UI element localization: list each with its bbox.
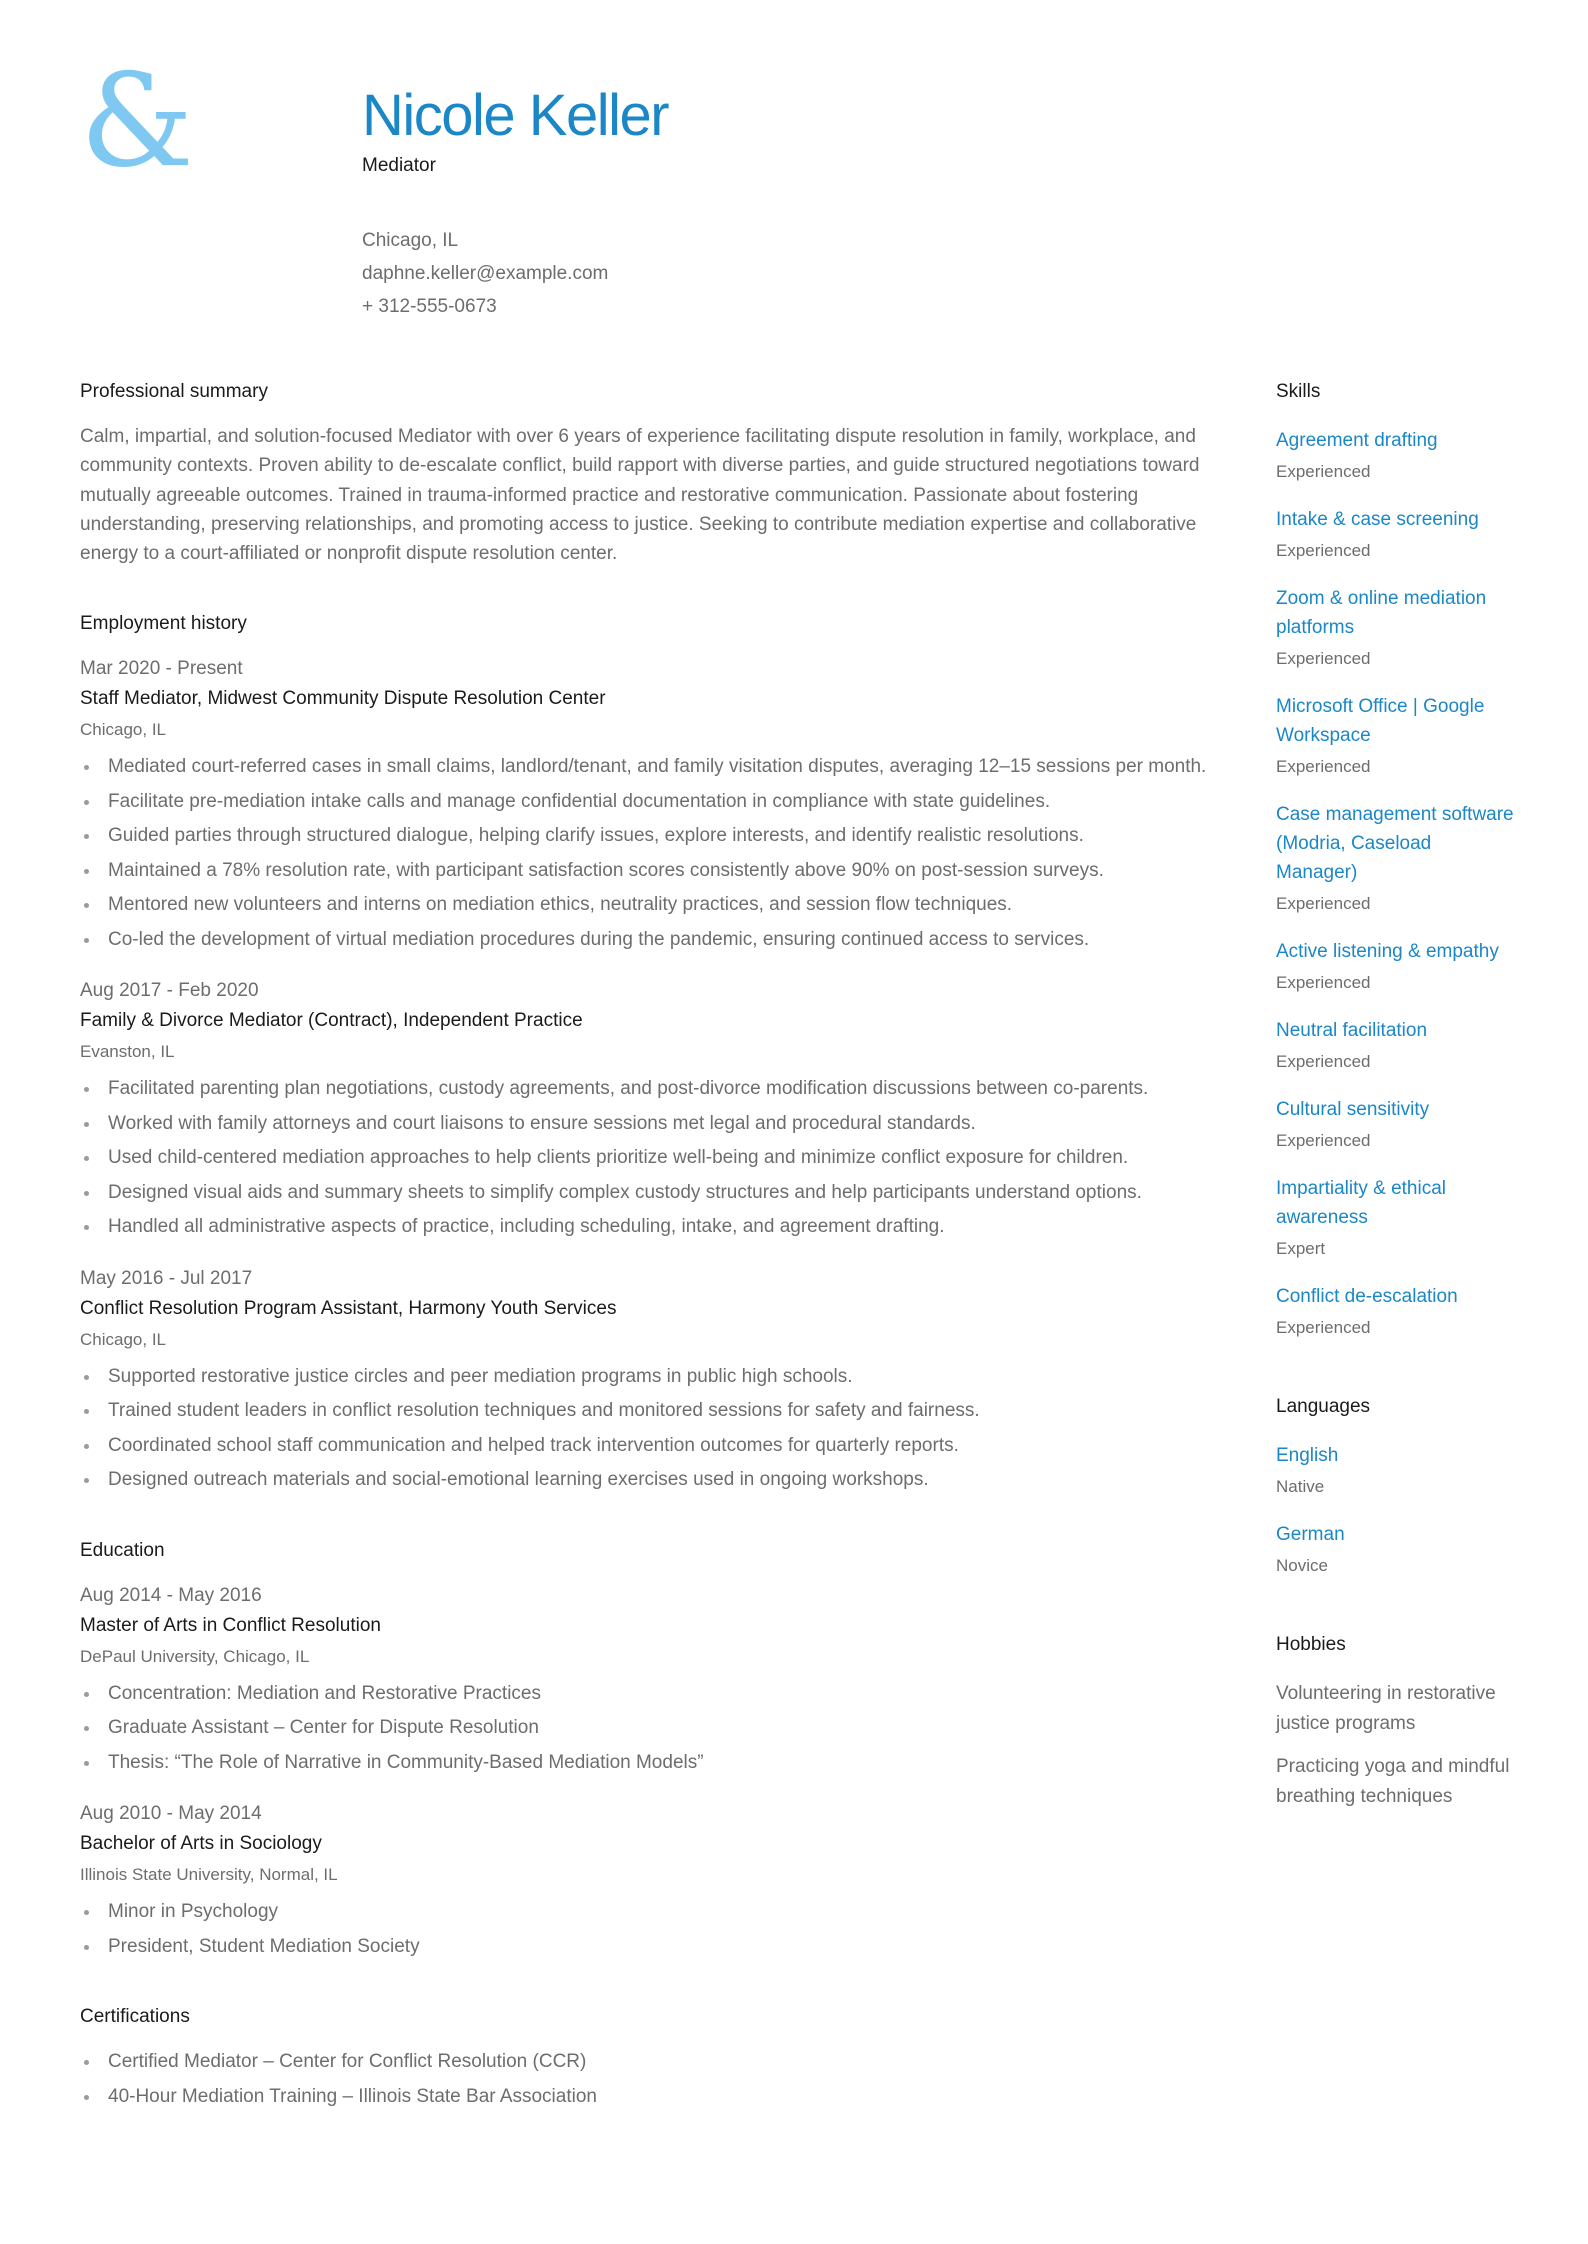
education-section	[80, 1535, 1246, 1962]
list-item: Co-led the development of virtual mediation procedures during the pandemic, ensuring continued access to services.	[80, 925, 1246, 955]
employment-heading: Employment history	[80, 613, 247, 635]
job-dates: Aug 2017 - Feb 2020	[80, 980, 259, 1002]
education-school: DePaul University, Chicago, IL	[80, 1646, 310, 1666]
list-item: Maintained a 78% resolution rate, with participant satisfaction scores consistently above 90% on post-session surveys.	[80, 856, 1246, 886]
language-item	[1276, 1441, 1516, 1502]
job-role: Family & Divorce Mediator (Contract), Independent Practice	[80, 1010, 583, 1032]
job-entry	[80, 976, 1246, 1242]
languages-heading: Languages	[1276, 1396, 1371, 1417]
job-dates: Mar 2020 - Present	[80, 658, 243, 680]
skill-item	[1276, 800, 1516, 919]
list-item: Trained student leaders in conflict resolution techniques and monitored sessions for safety and fairness.	[80, 1396, 1246, 1426]
contact-email: daphne.keller@example.com	[362, 263, 609, 284]
list-item: Handled all administrative aspects of practice, including scheduling, intake, and agreement drafting.	[80, 1212, 1246, 1242]
ampersand-logo-icon	[80, 47, 194, 196]
skill-level: Experienced	[1276, 649, 1371, 668]
list-item: Worked with family attorneys and court liaisons to ensure sessions met legal and procedural standards.	[80, 1109, 1246, 1139]
list-item: Designed outreach materials and social-emotional learning exercises used in ongoing workshops.	[80, 1465, 1246, 1495]
education-dates: Aug 2014 - May 2016	[80, 1584, 262, 1606]
logo-glyph: &	[80, 47, 194, 196]
skills-section	[1276, 376, 1516, 1343]
list-item: Facilitate pre-mediation intake calls and manage confidential documentation in compliance with state guidelines.	[80, 787, 1246, 817]
summary-section	[80, 376, 1246, 568]
certifications-section	[80, 2001, 1246, 2111]
list-item: Mediated court-referred cases in small claims, landlord/tenant, and family visitation disputes, averaging 12–15 sessions per month.	[80, 752, 1246, 782]
skill-name: Zoom & online mediation platforms	[1276, 588, 1487, 638]
skill-name: Neutral facilitation	[1276, 1020, 1428, 1041]
education-school: Illinois State University, Normal, IL	[80, 1865, 338, 1885]
job-bullets	[80, 752, 1246, 954]
contact-location: Chicago, IL	[362, 230, 459, 251]
skill-level: Experienced	[1276, 757, 1371, 776]
list-item: Minor in Psychology	[80, 1897, 1246, 1927]
list-item: Thesis: “The Role of Narrative in Community-Based Mediation Models”	[80, 1748, 1246, 1778]
language-level: Novice	[1276, 1556, 1328, 1575]
skill-level: Experienced	[1276, 541, 1371, 560]
language-name: English	[1276, 1445, 1339, 1466]
list-item: Supported restorative justice circles and peer mediation programs in public high schools.	[80, 1362, 1246, 1392]
certification-item: 40-Hour Mediation Training – Illinois State Bar Association	[80, 2082, 1246, 2112]
candidate-name: Nicole Keller	[362, 83, 669, 148]
job-role: Conflict Resolution Program Assistant, Harmony Youth Services	[80, 1297, 617, 1319]
education-entry	[80, 1799, 1246, 1961]
job-location: Evanston, IL	[80, 1042, 175, 1062]
contact-phone: + 312-555-0673	[362, 296, 497, 317]
list-item: Facilitated parenting plan negotiations, custody agreements, and post-divorce modification discussions between co-parents.	[80, 1074, 1246, 1104]
certifications-list	[80, 2047, 1246, 2111]
skill-name: Microsoft Office | Google Workspace	[1276, 696, 1485, 746]
skill-item	[1276, 692, 1516, 782]
list-item: Used child-centered mediation approaches to help clients prioritize well-being and minimize conflict exposure for children.	[80, 1143, 1246, 1173]
list-item: Graduate Assistant – Center for Dispute Resolution	[80, 1713, 1246, 1743]
employment-section	[80, 608, 1246, 1495]
education-list	[80, 1581, 1246, 1962]
resume-header	[362, 80, 1062, 323]
skills-list	[1276, 426, 1516, 1343]
skill-name: Impartiality & ethical awareness	[1276, 1178, 1447, 1228]
main-column	[80, 376, 1246, 2116]
job-location: Chicago, IL	[80, 720, 166, 740]
summary-heading: Professional summary	[80, 381, 268, 402]
certification-item: Certified Mediator – Center for Conflict Resolution (CCR)	[80, 2047, 1246, 2077]
hobby-item: Volunteering in restorative justice programs	[1276, 1683, 1496, 1734]
contact-info	[362, 224, 1062, 323]
skill-item	[1276, 937, 1516, 998]
job-bullets	[80, 1074, 1246, 1242]
job-entry	[80, 654, 1246, 954]
skill-name: Intake & case screening	[1276, 509, 1479, 530]
skill-item	[1276, 1174, 1516, 1264]
skill-name: Conflict de-escalation	[1276, 1286, 1458, 1307]
skill-name: Active listening & empathy	[1276, 941, 1499, 962]
hobbies-heading: Hobbies	[1276, 1634, 1346, 1655]
education-entry	[80, 1581, 1246, 1778]
education-degree: Master of Arts in Conflict Resolution	[80, 1614, 381, 1636]
summary-text: Calm, impartial, and solution-focused Mediator with over 6 years of experience facilitating dispute resolution in family, workplace, and community contexts. Proven ability to de-escalate conflict, build rapport with diverse parties, and guide structured negotiations toward mutually agreeable outcomes. Trained in trauma-informed practice and restorative communication. Passionate about fostering understanding, preserving relationships, and promoting access to justice. Seeking to contribute mediation expertise and collaborative energy to a court-affiliated or nonprofit dispute resolution center.	[80, 426, 1200, 565]
education-degree: Bachelor of Arts in Sociology	[80, 1833, 322, 1855]
hobbies-section	[1276, 1629, 1516, 1811]
skills-heading: Skills	[1276, 381, 1321, 402]
education-bullets	[80, 1897, 1246, 1961]
education-bullets	[80, 1679, 1246, 1778]
language-name: German	[1276, 1524, 1345, 1545]
skill-name: Cultural sensitivity	[1276, 1099, 1430, 1120]
skill-item	[1276, 505, 1516, 566]
list-item: President, Student Mediation Society	[80, 1932, 1246, 1962]
job-list	[80, 654, 1246, 1495]
skill-item	[1276, 584, 1516, 674]
skill-level: Experienced	[1276, 894, 1371, 913]
education-heading: Education	[80, 1539, 165, 1561]
skill-item	[1276, 1282, 1516, 1343]
sidebar-column	[1276, 376, 1516, 1811]
skill-item	[1276, 1016, 1516, 1077]
list-item: Concentration: Mediation and Restorative Practices	[80, 1679, 1246, 1709]
job-title: Mediator	[362, 155, 436, 176]
language-level: Native	[1276, 1477, 1325, 1496]
skill-item	[1276, 1095, 1516, 1156]
job-bullets	[80, 1362, 1246, 1495]
skill-level: Experienced	[1276, 1131, 1371, 1150]
languages-section	[1276, 1391, 1516, 1581]
list-item: Guided parties through structured dialogue, helping clarify issues, explore interests, and identify realistic resolutions.	[80, 821, 1246, 851]
language-item	[1276, 1520, 1516, 1581]
skill-level: Expert	[1276, 1239, 1326, 1258]
job-role: Staff Mediator, Midwest Community Dispute Resolution Center	[80, 688, 606, 710]
hobby-item: Practicing yoga and mindful breathing techniques	[1276, 1756, 1510, 1807]
education-dates: Aug 2010 - May 2014	[80, 1803, 262, 1825]
skill-level: Experienced	[1276, 1318, 1371, 1337]
skill-level: Experienced	[1276, 1052, 1371, 1071]
skill-item	[1276, 426, 1516, 487]
job-dates: May 2016 - Jul 2017	[80, 1267, 253, 1289]
languages-list	[1276, 1441, 1516, 1581]
list-item: Mentored new volunteers and interns on mediation ethics, neutrality practices, and session flow techniques.	[80, 890, 1246, 920]
hobbies-list	[1276, 1679, 1516, 1811]
skill-name: Agreement drafting	[1276, 430, 1438, 451]
skill-name: Case management software (Modria, Caseload Manager)	[1276, 804, 1514, 883]
list-item: Designed visual aids and summary sheets to simplify complex custody structures and help participants understand options.	[80, 1178, 1246, 1208]
list-item: Coordinated school staff communication and helped track intervention outcomes for quarterly reports.	[80, 1431, 1246, 1461]
certifications-heading: Certifications	[80, 2006, 190, 2028]
job-entry	[80, 1264, 1246, 1495]
job-location: Chicago, IL	[80, 1329, 166, 1349]
skill-level: Experienced	[1276, 973, 1371, 992]
skill-level: Experienced	[1276, 462, 1371, 481]
